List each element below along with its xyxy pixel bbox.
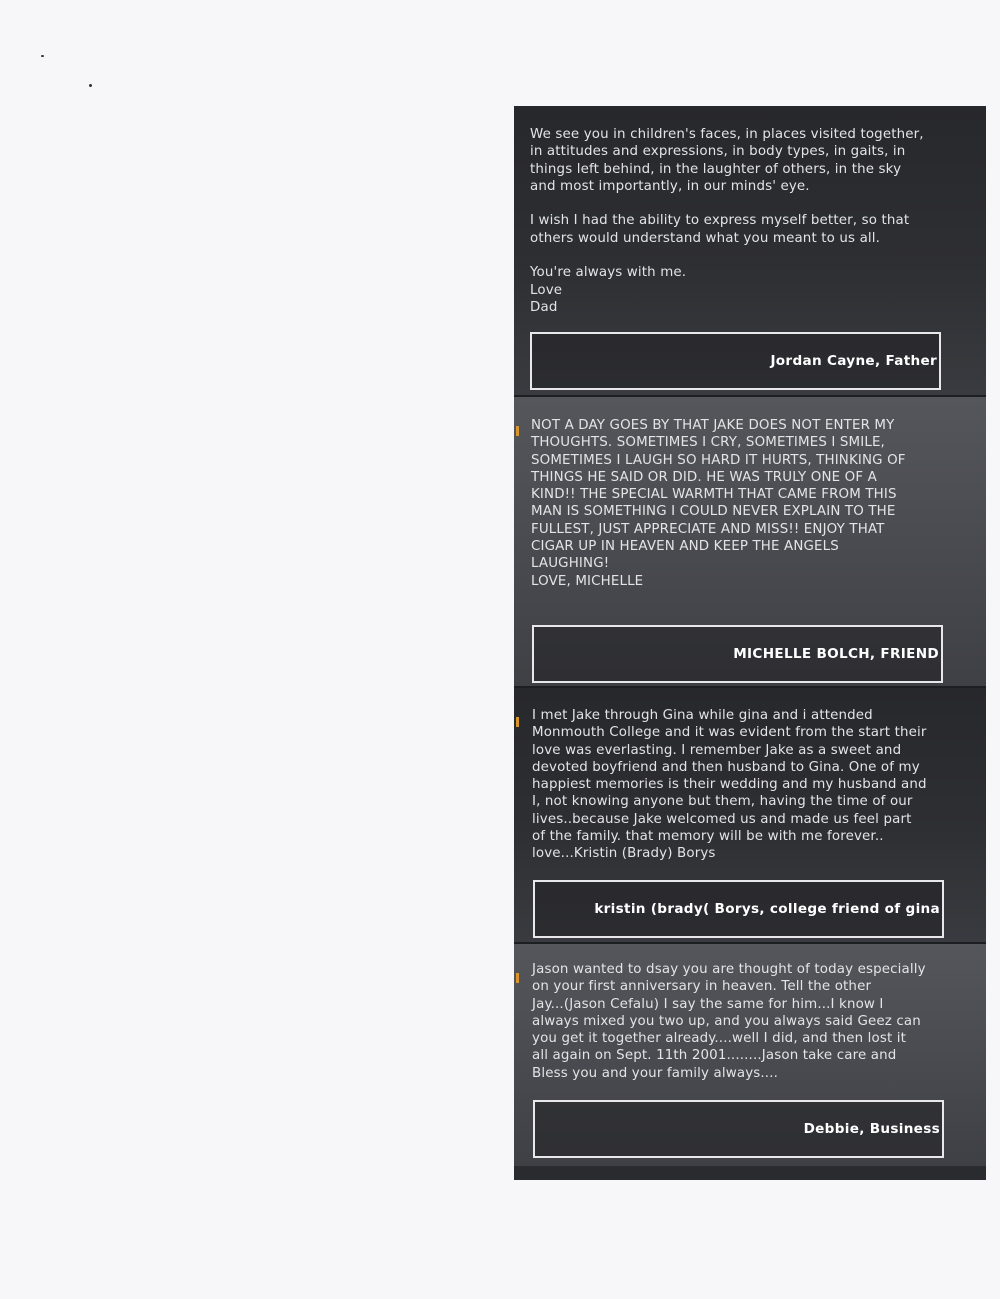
entry-author-box <box>533 880 944 938</box>
entry-message: NOT A DAY GOES BY THAT JAKE DOES NOT ENTER MY THOUGHTS. SOMETIMES I CRY, SOMETIMES I SMILE, SOMETIMES I LAUGH SO HARD IT HURTS, THINKING OF THINGS HE SAID OR DID. HE WAS TRULY ONE OF A KIND!! THE SPECIAL WARMTH THAT CAME FROM THIS MAN IS SOMETHING I COULD NEVER EXPLAIN TO THE FULLEST, JUST APPRECIATE AND MISS!! ENJOY THAT CIGAR UP IN HEAVEN AND KEEP THE ANGELS LAUGHING! LOVE, MICHELLE <box>531 418 906 589</box>
entry-author: MICHELLE BOLCH, FRIEND <box>733 646 939 662</box>
entry-author-box <box>530 332 941 390</box>
entry-message: We see you in children's faces, in places visited together, in attitudes and expressions, in body types, in gaits, in things left behind, in the laughter of others, in the sky and most importantly, in our minds' eye. I wish I had the ability to express myself better, so that others would understand what you meant to us all. You're always with me. Love Dad <box>530 127 924 315</box>
entry-marker-icon <box>516 426 519 436</box>
entry-message: I met Jake through Gina while gina and i attended Monmouth College and it was evident from the start their love was everlasting. I remember Jake as a sweet and devoted boyfriend and then husband to Gina. One of my happiest memories is their wedding and my husband and I, not knowing anyone but them, having the time of our lives..because Jake welcomed us and made us feel part of the family. that memory will be with me forever.. love...Kristin (Brady) Borys <box>532 708 927 862</box>
entry-author-box <box>532 625 943 683</box>
entry-message: Jason wanted to dsay you are thought of today especially on your first anniversary in heaven. Tell the other Jay...(Jason Cefalu) I say the same for him...I know I always mixed you two up, and you always said Geez can you get it together already....well I did, and then lost it all again on Sept. 11th 2001........Jason take care and Bless you and your family always.... <box>532 962 926 1081</box>
guestbook-panel <box>514 106 986 1180</box>
guestbook-entry <box>514 106 986 396</box>
entry-author-box <box>533 1100 944 1158</box>
guestbook-entry <box>514 688 986 943</box>
entry-author: Jordan Cayne, Father <box>770 353 937 369</box>
entry-marker-icon <box>516 973 519 983</box>
entry-author: kristin (brady( Borys, college friend of gina <box>594 901 940 917</box>
entry-author: Debbie, Business <box>803 1121 940 1137</box>
scan-speck <box>41 55 44 57</box>
entry-marker-icon <box>516 717 519 727</box>
guestbook-entry <box>514 944 986 1166</box>
scan-speck <box>89 84 92 87</box>
guestbook-entry <box>514 397 986 687</box>
